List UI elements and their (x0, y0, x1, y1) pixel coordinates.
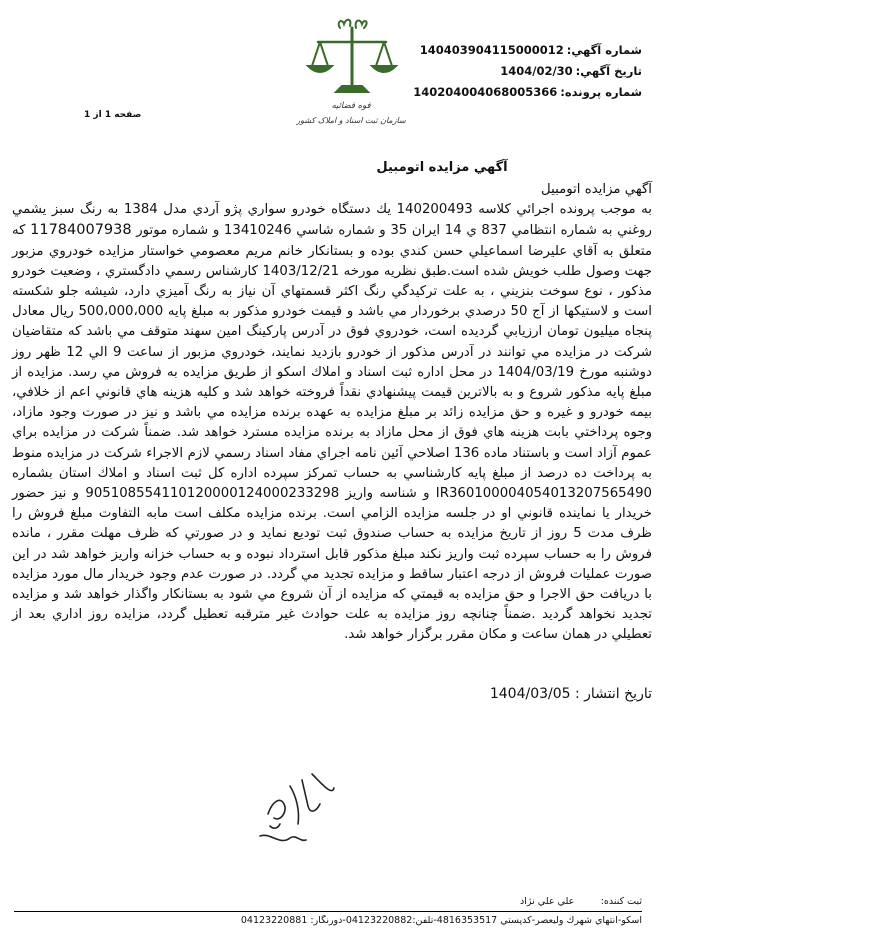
body-text-1: به موجب پرونده اجرائي کلاسه 140200493 يك دستگاه خودرو سواري پژو آردي مدل 1384 به رنگ سبز يشمي روغني به شماره انتظامي 837 ي 14 ايران 35 و شماره شاسي 13410246 و شماره موتور (12, 202, 652, 239)
case-number-row (413, 82, 642, 103)
signature-icon (250, 766, 350, 856)
page-title: آگهي مزايده اتومبيل (376, 160, 508, 175)
scales-of-justice-icon (296, 14, 406, 129)
ad-date: 1404/02/30 (500, 64, 573, 78)
signature (250, 766, 350, 856)
publish-label: تاريخ انتشار : (575, 686, 652, 702)
registrar-label: ثبت كننده: (600, 896, 642, 907)
judiciary-emblem (296, 14, 406, 129)
ad-date-row (420, 61, 642, 82)
publish-date-row (470, 686, 652, 702)
ad-number: 140403904115000012 (419, 43, 564, 57)
registrar-name: علي علي نژاد (520, 896, 575, 907)
org-name-2: سازمان ثبت اسناد و املاک کشور (296, 116, 406, 125)
case-number-label: شماره پرونده: (560, 85, 642, 99)
ad-number-label: شماره آگهي: (566, 43, 642, 57)
footer-divider (14, 911, 642, 912)
page-info: صفحه 1 از 1 (84, 110, 142, 120)
ad-date-label: تاريخ آگهي: (575, 64, 642, 78)
ad-number-row (420, 40, 642, 61)
body-text-2: كه متعلق به آقاي عليرضا اسماعيلي حسن كندي بوده و بستانكار خانم مريم معصومي خواستار مزايده خودروي مزبور جهت وصول طلب خويش شده است.طبق نظريه مورخه 1403/12/21 كارشناس رسمي دادگستري ، وضعيت خودرو مذكور ، نوع سوخت بنزيني ، به علت تركيدگي رنگ اكثر قسمتهاي آن نياز به رنگ آميزي دارد، شيشه جلو شكسته است و لاستيكها از آج 50 درصدي برخوردار مي باشد و قيمت خودرو مذكور به مبلغ پايه 500،000،000 ريال معادل پنجاه ميليون تومان ارزيابي گرديده است، خودروي فوق در آدرس پاركينگ امين سهند متوقف مي باشد كه متقاضيان شركت در مزايده مي توانند در آدرس مذكور از خودرو بازديد نمايند، خودروي مزبور از ساعت 9 الي 12 ظهر روز دوشنبه مورخ 1404/03/19 در محل اداره ثبت اسناد و املاك اسكو از طريق مزايده به فروش مي رسد. مزايده از مبلغ پايه مذكور شروع و به بالاترين قيمت پيشنهادي نقداً فروخته خواهد شد و كليه هزينه هاي قانوني اعم از خلافي، بيمه خودرو و غيره و حق مزايده زائد بر مبلغ مزايده به عهده برنده مزايده مي باشد و نيز در صورت وجود مازاد، وجوه پرداختي بابت هزينه هاي فوق از محل مازاد به برنده مزايده مسترد خواهد شد. ضمناً شركت در مزايده براي عموم آزاد است و باستناد ماده 136 اصلاحي آئين نامه اجراي مفاد اسناد رسمي لازم الاجراء شركت در مزايده منوط به پرداخت ده درصد از مبلغ پايه كارشناسي به حساب تمركز سپرده اداره كل ثبت اسناد و املاك استان بشماره IR360100004054013207565490 و شناسه واريز 905108554110120000124000233298 و نيز حضور خريدار يا نماينده قانوني او در جلسه مزايده الزامي است. برنده مزايده مكلف است مابه التفاوت مبلغ فروش را ظرف مدت 5 روز از تاريخ مزايده به حساب صندوق ثبت توديع نمايد و در صورتي كه ظرف مهلت مقرر ، مانده فروش را به حساب سپرده ثبت واريز نكند مبلغ مذكور قابل استرداد نبوده و به حساب خزانه واريز خواهد شد در اين صورت عمليات فروش از درجه اعتبار ساقط و مزايده تجديد مي گردد. در صورت عدم وجود خريدار مال مورد مزايده با دريافت حق الاجرا و حق مزايده به قيمتي كه مزايده از آن شروع مي شود به بستانكار واگذار خواهد شد و مزايده تجديد نخواهد گرديد .ضمناً چنانچه روز مزايده به علت حوادث غير مترقبه تعطيل گردد، مزايده روز اداري بعد از تعطيلي در همان ساعت و مكان مقرر برگزار خواهد شد. (12, 223, 653, 643)
ad-metadata (413, 40, 642, 103)
publish-date: 1404/03/05 (489, 686, 571, 702)
ad-body (12, 180, 652, 646)
engine-number: 11784007938 (30, 222, 132, 239)
org-name-1: قوه قضائيه (331, 101, 371, 111)
case-number: 140204004068005366 (413, 85, 558, 99)
body-paragraph (12, 200, 652, 645)
body-heading: آگهي مزايده اتومبيل (541, 182, 652, 197)
registrar (520, 896, 642, 907)
footer-address: اسکو-انتهاي شهرك وليعصر-كدپستي 4816353517-تلفن:04123220882-دورنگار: 04123220881 (240, 915, 642, 926)
